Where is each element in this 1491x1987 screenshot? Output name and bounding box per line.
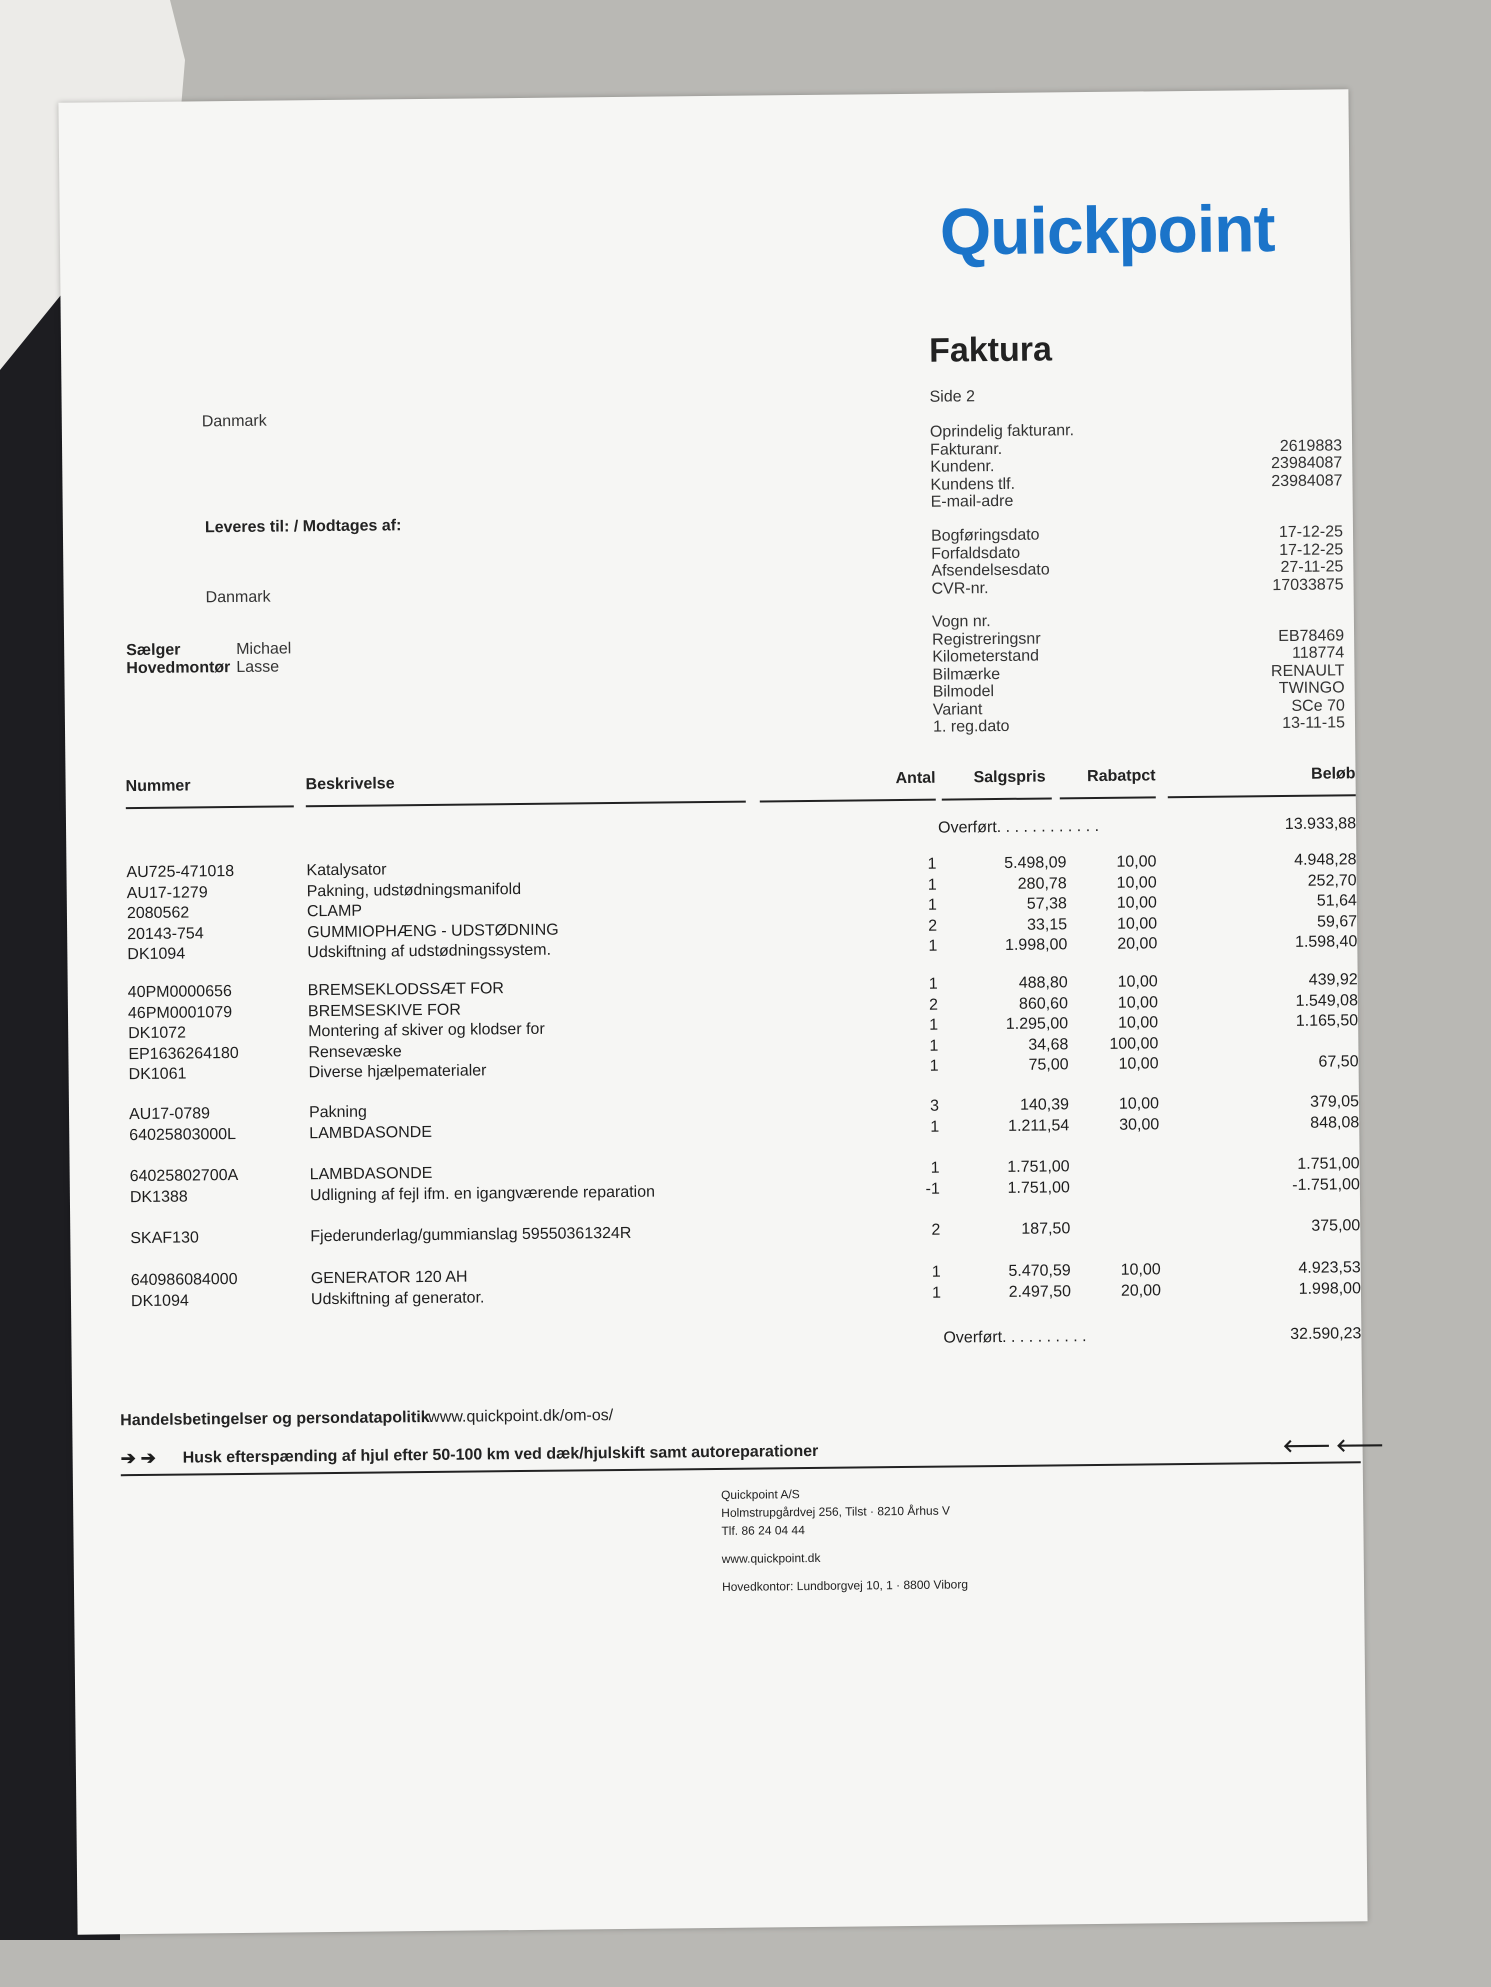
item-number: 64025802700A <box>129 1166 239 1186</box>
item-discount: 10,00 <box>1118 1055 1159 1073</box>
item-price: 75,00 <box>1028 1056 1069 1074</box>
item-discount: 10,00 <box>1120 1261 1161 1279</box>
item-number: 2080562 <box>126 904 190 923</box>
terms-label: Handelsbetingelser og persondatapolitik <box>120 1408 430 1430</box>
headquarters-address: Hovedkontor: Lundborgvej 10, 1 · 8800 Viborg <box>721 1577 969 1594</box>
page-number: Side 2 <box>929 388 976 406</box>
column-header-description: Beskrivelse <box>305 775 395 794</box>
item-amount: 379,05 <box>1309 1093 1360 1111</box>
item-quantity: 1 <box>927 876 937 894</box>
carried-out-label: Overført. . . . . . . . . . <box>943 1328 1087 1347</box>
item-price: 860,60 <box>1018 994 1069 1013</box>
item-amount: 4.948,28 <box>1294 851 1357 869</box>
item-quantity: 2 <box>931 1221 941 1239</box>
item-description: Montering af skiver og klodser for <box>308 1020 545 1041</box>
item-number: 40PM0000656 <box>127 983 232 1002</box>
item-price: 1.998,00 <box>1004 936 1068 954</box>
address-country: Danmark <box>201 412 267 431</box>
seller-value: Michael <box>236 640 292 658</box>
item-discount: 10,00 <box>1117 973 1158 991</box>
item-description: Pakning <box>308 1103 367 1122</box>
meta-value: SCe 70 <box>1291 696 1345 715</box>
terms-link[interactable]: www.quickpoint.dk/om-os/ <box>428 1407 614 1427</box>
item-description: BREMSESKIVE FOR <box>307 1001 461 1020</box>
item-price: 5.470,59 <box>1008 1262 1071 1280</box>
item-number: 640986084000 <box>130 1270 238 1290</box>
item-number: DK1094 <box>130 1292 189 1310</box>
column-header-discount: Rabatpct <box>1087 767 1156 786</box>
item-discount: 20,00 <box>1120 1281 1162 1300</box>
item-number: DK1094 <box>127 945 186 964</box>
delivery-country: Danmark <box>205 588 271 607</box>
item-quantity: 1 <box>928 937 938 955</box>
meta-label: Afsendelsesdato <box>931 561 1050 580</box>
header-rule-amount <box>1168 794 1356 798</box>
carried-in-label: Overført. . . . . . . . . . . . <box>937 817 1100 837</box>
meta-value: 17-12-25 <box>1278 523 1344 542</box>
item-quantity: 1 <box>930 1159 940 1177</box>
item-discount: 20,00 <box>1117 935 1158 953</box>
meta-value: EB78469 <box>1278 626 1345 645</box>
item-description: Udskiftning af udstødningssystem. <box>307 941 552 962</box>
item-discount: 10,00 <box>1116 873 1157 892</box>
item-price: 1.211,54 <box>1008 1116 1070 1135</box>
item-number: 20143-754 <box>127 924 204 943</box>
meta-label: Kundens tlf. <box>930 475 1016 494</box>
item-amount: 1.598,40 <box>1294 933 1358 951</box>
meta-label: Bilmodel <box>932 683 995 701</box>
item-quantity: -1 <box>925 1180 940 1198</box>
meta-value: RENAULT <box>1270 661 1345 680</box>
meta-value: 17033875 <box>1272 575 1344 594</box>
item-description: Katalysator <box>306 861 387 880</box>
item-quantity: 1 <box>929 1037 939 1055</box>
item-quantity: 1 <box>927 855 937 873</box>
column-header-amount: Beløb <box>1311 765 1356 783</box>
header-rule-description <box>306 801 746 808</box>
item-number: EP1636264180 <box>128 1044 239 1063</box>
item-amount: 59,67 <box>1316 912 1358 931</box>
company-phone: Tlf. 86 24 04 44 <box>721 1523 805 1538</box>
arrow-right-icon: ➔ ➔ <box>120 1447 156 1469</box>
item-amount: 375,00 <box>1311 1217 1361 1235</box>
item-discount <box>1070 1219 1160 1220</box>
item-amount: 1.751,00 <box>1297 1155 1360 1173</box>
item-price: 488,80 <box>1018 974 1068 992</box>
item-price: 140,39 <box>1019 1096 1070 1114</box>
meta-label: Variant <box>932 700 983 719</box>
item-discount: 10,00 <box>1116 894 1157 912</box>
header-rule-number <box>126 805 294 809</box>
item-number: DK1061 <box>128 1065 187 1084</box>
item-quantity: 1 <box>927 896 937 914</box>
mechanic-value: Lasse <box>236 658 280 676</box>
item-number: AU725-471018 <box>126 863 235 882</box>
item-amount: 51,64 <box>1316 892 1357 910</box>
item-description: BREMSEKLODSSÆT FOR <box>307 980 505 1000</box>
item-amount: 848,08 <box>1310 1113 1360 1132</box>
item-number: DK1388 <box>129 1188 188 1206</box>
item-quantity: 1 <box>929 1057 939 1075</box>
meta-value: TWINGO <box>1278 679 1345 698</box>
meta-value <box>1164 609 1344 611</box>
meta-value: 17-12-25 <box>1279 540 1344 559</box>
item-quantity: 1 <box>930 1118 940 1136</box>
item-description: Diverse hjælpematerialer <box>308 1062 487 1082</box>
meta-label: 1. reg.dato <box>932 717 1010 736</box>
item-price: 57,38 <box>1026 895 1067 913</box>
item-discount: 100,00 <box>1109 1034 1159 1053</box>
meta-value: 118774 <box>1291 644 1345 662</box>
item-price: 187,50 <box>1021 1220 1071 1238</box>
meta-value: 23984087 <box>1271 471 1343 490</box>
table-row <box>70 1217 1360 1255</box>
carried-out-value: 32.590,23 <box>1290 1325 1362 1343</box>
item-quantity: 1 <box>929 1016 939 1034</box>
item-number: AU17-0789 <box>128 1105 211 1124</box>
item-number: SKAF130 <box>130 1229 199 1248</box>
delivery-label: Leveres til: / Modtages af: <box>204 517 402 537</box>
header-rule-discount <box>1060 796 1156 799</box>
meta-value: 23984087 <box>1271 454 1343 473</box>
item-description: Udligning af fejl ifm. en igangværende reparation <box>309 1183 656 1204</box>
item-description: CLAMP <box>306 902 363 921</box>
item-amount: 4.923,53 <box>1298 1259 1361 1277</box>
meta-label: E-mail-adre <box>930 492 1014 511</box>
invoice-sheet <box>58 89 1385 1934</box>
item-description: LAMBDASONDE <box>309 1164 433 1184</box>
item-description: GENERATOR 120 AH <box>310 1268 468 1288</box>
item-number: DK1072 <box>128 1024 187 1043</box>
company-address: Holmstrupgårdvej 256, Tilst · 8210 Århus V <box>721 1503 951 1520</box>
meta-label: Fakturanr. <box>930 440 1003 459</box>
quickpoint-logo: Quickpoint <box>939 191 1275 269</box>
item-number: AU17-1279 <box>126 883 208 902</box>
column-header-quantity: Antal <box>895 769 936 788</box>
item-discount: 10,00 <box>1116 914 1158 933</box>
item-amount: 1.998,00 <box>1298 1279 1362 1298</box>
item-amount: 439,92 <box>1308 971 1358 989</box>
meta-label: Registreringsnr <box>932 630 1041 649</box>
item-price: 1.295,00 <box>1005 1015 1069 1033</box>
item-amount: 67,50 <box>1318 1053 1359 1071</box>
header-rule-quantity <box>760 799 936 803</box>
meta-value <box>1162 419 1342 421</box>
meta-label: Kilometerstand <box>932 647 1040 666</box>
tire-reminder: Husk efterspænding af hjul efter 50-100 km ved dæk/hjulskift samt autoreparationer <box>182 1442 819 1467</box>
item-price: 5.498,09 <box>1004 854 1067 872</box>
item-discount <box>1070 1157 1160 1158</box>
item-discount: 10,00 <box>1118 1095 1160 1113</box>
company-name: Quickpoint A/S <box>720 1487 800 1502</box>
column-header-number: Nummer <box>125 777 191 796</box>
meta-label: Forfaldsdato <box>931 544 1021 563</box>
meta-label: Vogn nr. <box>931 613 991 631</box>
item-discount: 10,00 <box>1118 1014 1159 1032</box>
meta-label: Bogføringsdato <box>930 526 1040 545</box>
item-discount: 30,00 <box>1119 1115 1160 1134</box>
arrow-left-icon: 🡐 🡐 <box>1282 1434 1385 1457</box>
item-amount: -1.751,00 <box>1292 1175 1360 1194</box>
item-discount: 10,00 <box>1117 993 1159 1012</box>
meta-label: Oprindelig fakturanr. <box>929 422 1075 441</box>
item-price: 1.751,00 <box>1007 1158 1070 1176</box>
item-description: Pakning, udstødningsmanifold <box>306 880 522 900</box>
item-discount: 10,00 <box>1116 853 1157 871</box>
meta-value: 2619883 <box>1279 436 1343 455</box>
mechanic-label: Hovedmontør <box>126 659 231 678</box>
item-quantity: 3 <box>930 1097 940 1115</box>
column-header-price: Salgspris <box>973 768 1046 787</box>
item-description: Udskiftning af generator. <box>310 1288 485 1308</box>
carried-in-value: 13.933,88 <box>1284 815 1357 834</box>
item-amount: 1.165,50 <box>1295 1012 1359 1030</box>
meta-value: 13-11-15 <box>1282 714 1346 733</box>
meta-label: Bilmærke <box>932 665 1001 684</box>
item-quantity: 2 <box>928 996 939 1014</box>
meta-label: Kundenr. <box>930 458 995 476</box>
item-number: 46PM0001079 <box>127 1003 233 1022</box>
item-price: 34,68 <box>1028 1035 1069 1054</box>
item-quantity: 1 <box>931 1284 942 1302</box>
item-price: 280,78 <box>1017 874 1067 893</box>
item-description: Rensevæske <box>308 1042 402 1061</box>
seller-label: Sælger <box>126 641 181 660</box>
item-description: GUMMIOPHÆNG - UDSTØDNING <box>307 921 559 941</box>
item-amount: 1.549,08 <box>1295 991 1359 1010</box>
item-quantity: 1 <box>931 1263 941 1281</box>
item-price: 1.751,00 <box>1007 1178 1070 1197</box>
item-quantity: 1 <box>928 975 938 993</box>
meta-label: CVR-nr. <box>931 579 989 598</box>
header-rule-price <box>942 797 1052 800</box>
item-price: 2.497,50 <box>1008 1282 1072 1301</box>
item-description: Fjederunderlag/gummianslag 59550361324R <box>310 1224 632 1246</box>
item-amount: 252,70 <box>1307 871 1357 890</box>
meta-value: 27-11-25 <box>1280 558 1344 577</box>
item-description: LAMBDASONDE <box>309 1123 433 1142</box>
item-quantity: 2 <box>928 917 938 935</box>
company-website[interactable]: www.quickpoint.dk <box>721 1550 821 1566</box>
item-discount <box>1070 1178 1160 1179</box>
item-price: 33,15 <box>1026 915 1068 934</box>
item-number: 64025803000L <box>129 1125 237 1144</box>
invoice-title: Faktura <box>928 330 1053 370</box>
